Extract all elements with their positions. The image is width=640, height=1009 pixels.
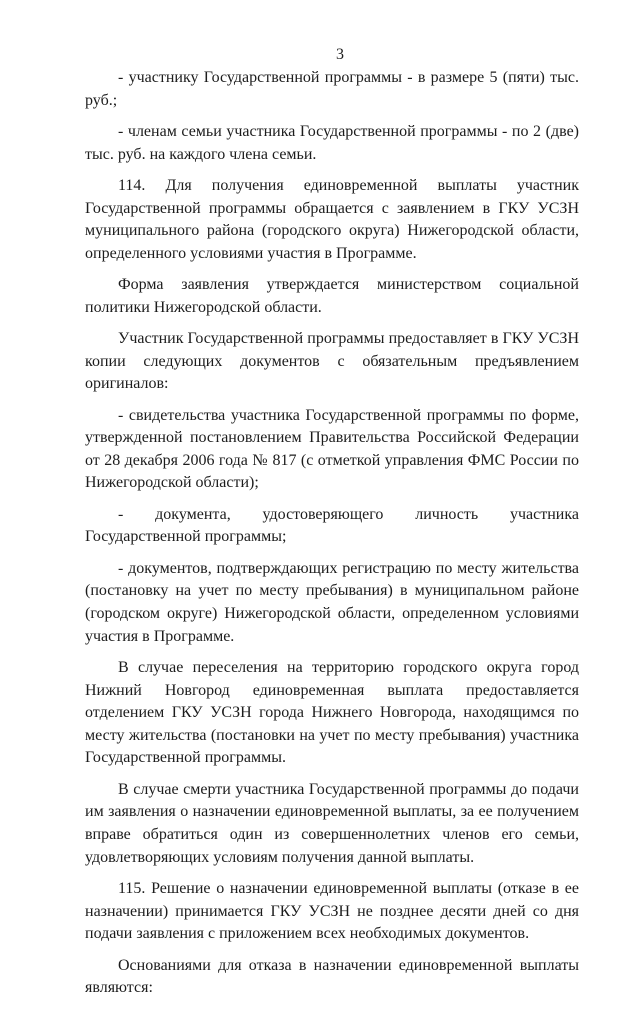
paragraph-nizhny-novgorod: В случае переселения на территорию городского округа город Нижний Новгород единовременная выплата предоставляется отделением ГКУ УСЗН города Нижнего Новгорода, находящимся по месту жительства (постановки на учет по месту пребывания) участника Государственной программы. [85, 659, 579, 767]
paragraph-doc-registration: - документов, подтверждающих регистрацию по месту жительства (постановку на учет по месту пребывания) в муниципальном районе (городском округе) Нижегородской области, определенном условиями участия в Программе. [85, 559, 579, 645]
paragraph-refusal-grounds: Основаниями для отказа в назначении единовременной выплаты являются: [85, 956, 579, 997]
paragraph-payment-participant: - участнику Государственной программы - в размере 5 (пяти) тыс. руб.; [85, 69, 579, 109]
paragraph-death-case: В случае смерти участника Государственной программы до подачи им заявления о назначении единовременной выплаты, за ее получением вправе обратиться один из совершеннолетних членов его семьи, удовлетворяющих условиям получения данной выплаты. [85, 780, 579, 866]
paragraph-doc-identity: - документа, удостоверяющего личность участника Государственной программы; [85, 505, 579, 546]
document-body [85, 67, 579, 1009]
paragraph-application-form: Форма заявления утверждается министерством социальной политики Нижегородской области. [85, 276, 579, 316]
page-number: 3 [336, 46, 344, 63]
paragraph-doc-certificate: - свидетельства участника Государственной программы по форме, утвержденной постановлением Правительства Российской Федерации от 28 декабря 2006 года № 817 (с отметкой управления ФМС России по Нижегородской области); [85, 406, 579, 492]
paragraph-payment-family: - членам семьи участника Государственной программы - по 2 (две) тыс. руб. на каждого члена семьи. [85, 122, 579, 163]
paragraph-documents-intro: Участник Государственной программы предоставляет в ГКУ УСЗН копии следующих документов с обязательным предъявлением оригиналов: [85, 330, 579, 393]
paragraph-115: 115. Решение о назначении единовременной выплаты (отказе в ее назначении) принимается ГКУ УСЗН не позднее десяти дней со дня подачи заявления с приложением всех необходимых документов. [85, 879, 579, 943]
paragraph-114: 114. Для получения единовременной выплаты участник Государственной программы обращается с заявлением в ГКУ УСЗН муниципального района (городского округа) Нижегородской области, определенного условиями участия в Программе. [85, 176, 579, 262]
